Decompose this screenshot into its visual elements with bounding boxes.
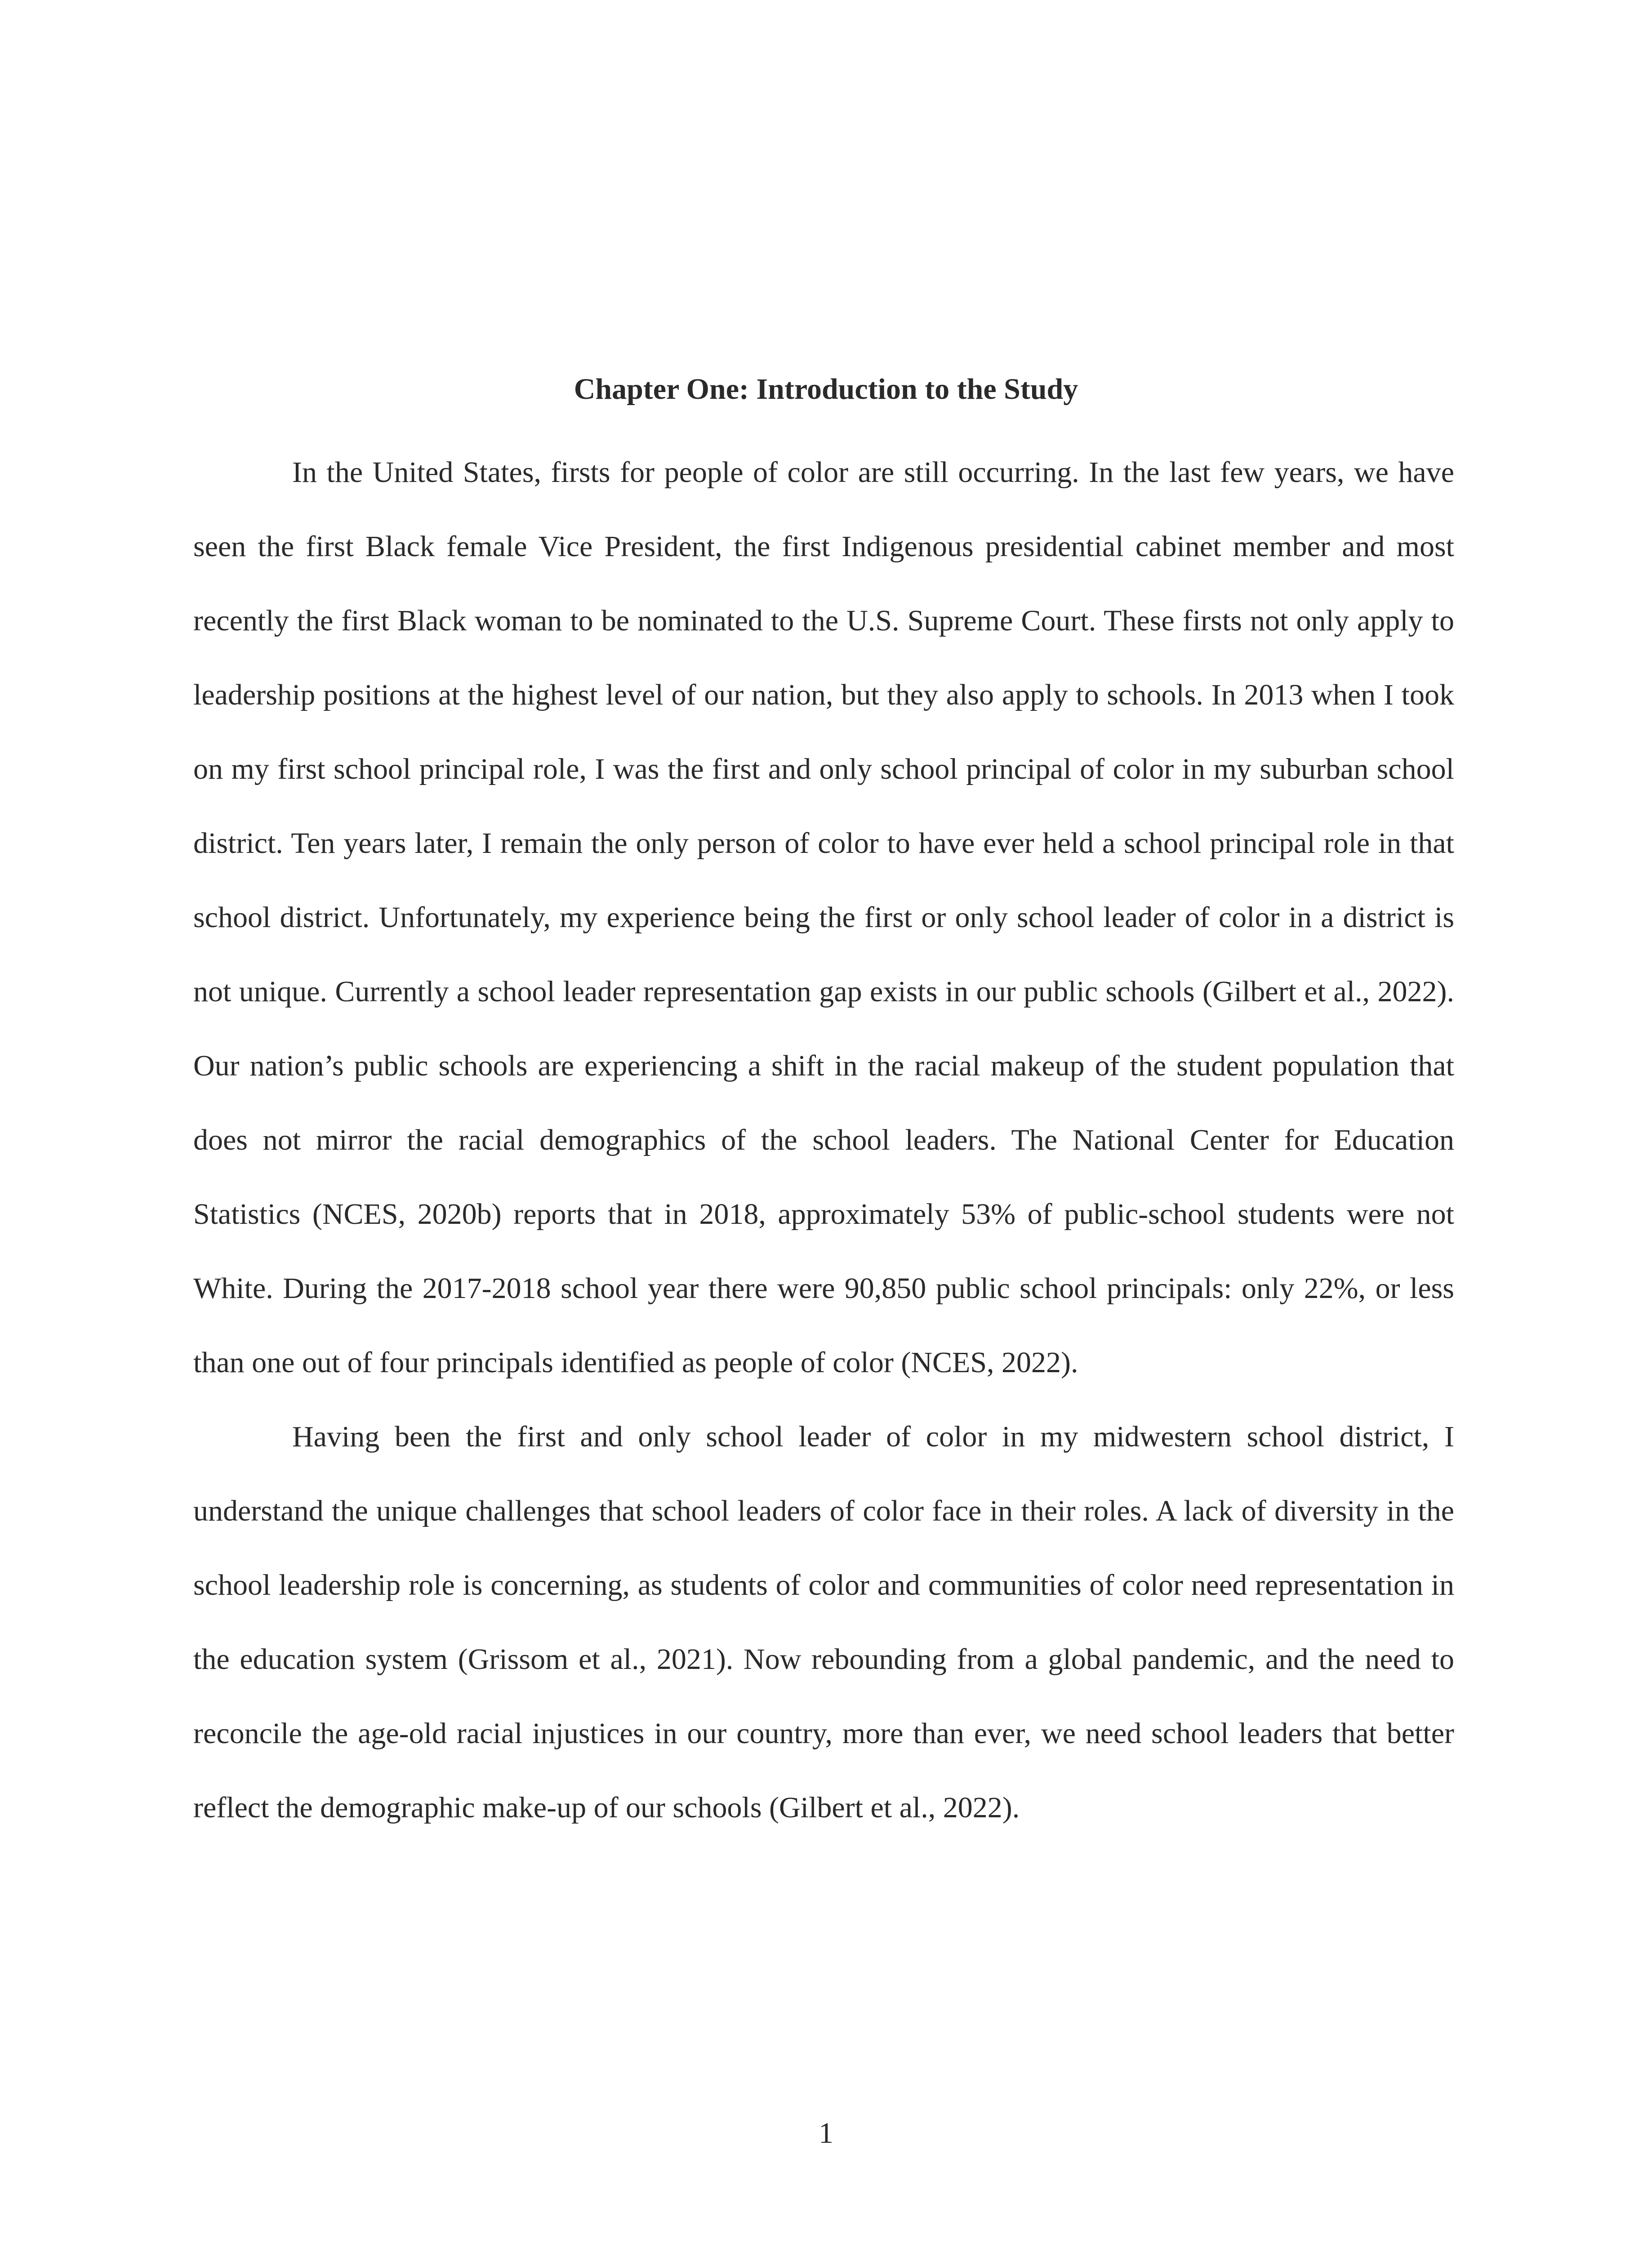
paragraph-2: Having been the first and only school leader of color in my midwestern school district, I understand the unique challenges that school leaders of color face in their roles. A lack of diversity in the school leadership role is concerning, as students of color and communities of color need representation in the education system (Grissom et al., 2021). Now rebounding from a global pandemic, and the need to reconcile the age-old racial injustices in our country, more than ever, we need school leaders that better reflect the demographic make-up of our schools (Gilbert et al., 2022). (193, 1420, 1454, 1824)
paragraph-1: In the United States, firsts for people of color are still occurring. In the last few years, we have seen the first Black female Vice President, the first Indigenous presidential cabinet member and most recently the first Black woman to be nominated to the U.S. Supreme Court. These firsts not only apply to leadership positions at the highest level of our nation, but they also apply to schools. In 2013 when I took on my first school principal role, I was the first and only school principal of color in my suburban school district. Ten years later, I remain the only person of color to have ever held a school principal role in that school district. Unfortunately, my experience being the first or only school leader of color in a district is not unique. Currently a school leader representation gap exists in our public schools (Gilbert et al., 2022). Our nation’s public schools are experiencing a shift in the racial makeup of the student population that does not mirror the racial demographics of the school leaders. The National Center for Education Statistics (NCES, 2020b) reports that in 2018, approximately 53% of public-school students were not White. During the 2017-2018 school year there were 90,850 public school principals: only 22%, or less than one out of four principals identified as people of color (NCES, 2022). (193, 456, 1454, 1379)
body-text (193, 435, 1454, 1845)
page-number: 1 (819, 2117, 833, 2150)
chapter-title: Chapter One: Introduction to the Study (574, 373, 1078, 406)
